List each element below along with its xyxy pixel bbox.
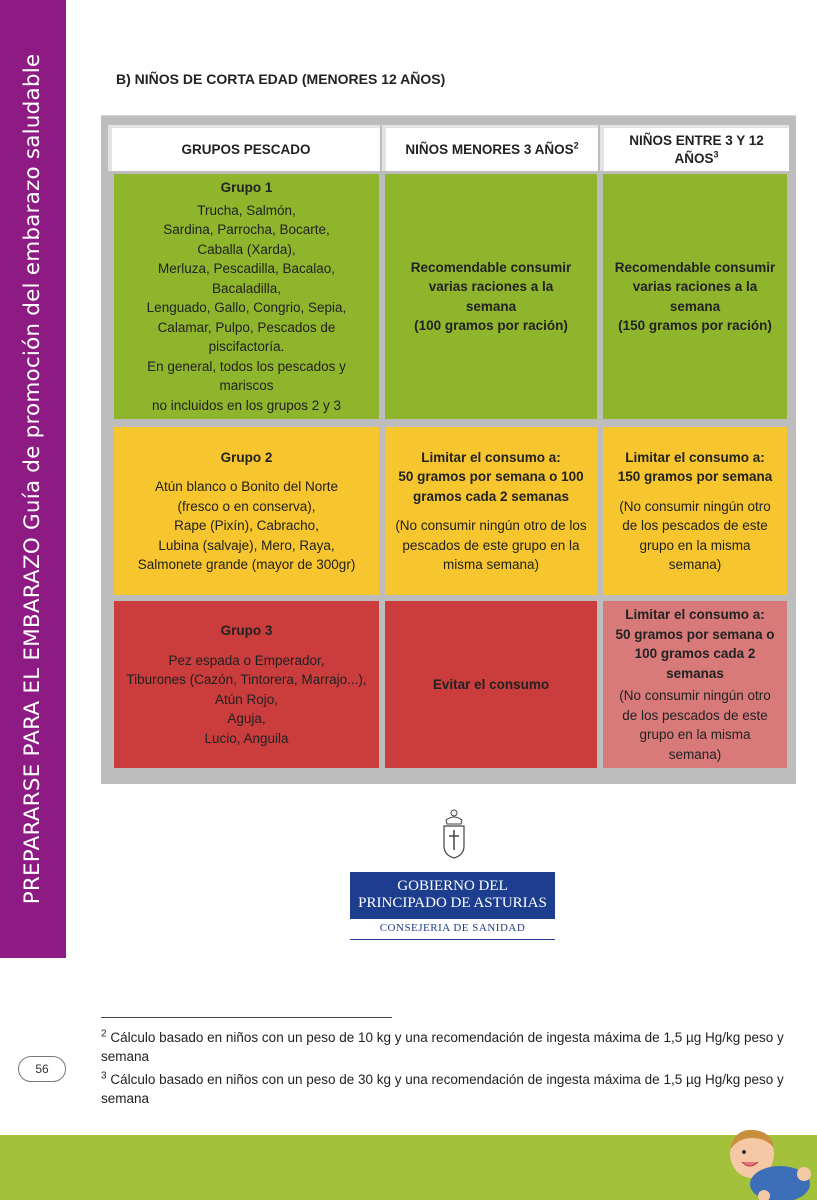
group-2-line: Lubina (salvaje), Mero, Raya,: [158, 537, 335, 553]
group-3-under-3-line: Evitar el consumo: [432, 676, 550, 692]
group-2-line: (fresco o en conserva),: [177, 498, 316, 514]
group-3-3-to-12-note: de los pescados de este: [622, 707, 768, 723]
group-1-under-3-line: semana: [465, 298, 517, 314]
header-under-3-text: NIÑOS MENORES 3 AÑOS: [405, 141, 574, 157]
group-1-line: Lenguado, Gallo, Congrio, Sepia,: [146, 300, 347, 315]
group-3-3-to-12-note: semana): [668, 746, 722, 762]
group-3-line: Tiburones (Cazón, Tintorera, Marrajo...),: [126, 672, 367, 687]
group-2-under-3-note: (No consumir ningún otro de los: [395, 518, 587, 533]
group-1-under-3-line: Recomendable consumir: [410, 259, 572, 275]
group-2-3-to-12-cell: [603, 427, 787, 595]
group-3-3-to-12-line: Limitar el consumo a:: [625, 607, 765, 622]
group-1-under-3-line: varias raciones a la: [428, 279, 554, 294]
group-3-3-to-12-cell: [603, 601, 787, 768]
group-1-under-3-line: (100 gramos por ración): [414, 318, 568, 333]
footnote-3-text-cont: semana: [101, 1091, 150, 1106]
group-1-line: En general, todos los pescados y mariscos: [147, 358, 346, 393]
group-3-line: Aguja,: [227, 711, 266, 726]
group-1-line: no incluidos en los grupos 2 y 3: [151, 397, 342, 413]
section-title: B) NIÑOS DE CORTA EDAD (MENORES 12 AÑOS): [116, 71, 446, 87]
footnote-2-ref: 2: [101, 1028, 107, 1040]
logo-divider: [350, 939, 555, 940]
group-2-under-3-line: gramos cada 2 semanas: [412, 488, 570, 504]
header-3-to-12: [600, 125, 789, 171]
logo-subtitle: CONSEJERIA DE SANIDAD: [379, 922, 526, 934]
group-3-3-to-12-line: 100 gramos cada 2: [634, 646, 756, 661]
group-3-under-3-cell: [385, 601, 597, 768]
footnote-3-ref: 3: [101, 1070, 107, 1082]
group-2-3-to-12-line: Limitar el consumo a:: [625, 449, 765, 465]
footnote-ref-3: 3: [713, 149, 719, 159]
group-1-3-to-12-cell: [603, 174, 787, 419]
footnote-3-text: Cálculo basado en niños con un peso de 30 kg y una recomendación de ingesta máxima de 1,5 µg Hg/kg peso y: [110, 1072, 784, 1087]
logo-line-1: GOBIERNO DEL: [397, 878, 508, 894]
coat-of-arms-icon: [441, 808, 467, 860]
header-groups-label: GRUPOS PESCADO: [181, 141, 311, 157]
group-2-line: Rape (Pixín), Cabracho,: [174, 518, 319, 533]
group-3-title: Grupo 3: [220, 623, 273, 638]
group-1-title: Grupo 1: [220, 180, 273, 195]
sidebar-title: PREPARARSE PARA EL EMBARAZO Guía de promoción del embarazo saludable: [20, 53, 45, 905]
group-2-under-3-line: Limitar el consumo a:: [421, 449, 561, 465]
group-1-line: Merluza, Pescadilla, Bacalao, Bacaladilla,: [157, 261, 336, 296]
group-3-line: Pez espada o Emperador,: [168, 652, 325, 668]
group-2-3-to-12-note: (No consumir ningún otro: [619, 498, 771, 514]
group-1-3-to-12-line: varias raciones a la: [632, 279, 758, 294]
group-3-line: Lucio, Anguila: [204, 730, 289, 746]
group-1-line: Trucha, Salmón,: [197, 202, 296, 218]
header-under-3: [382, 125, 598, 171]
group-2-under-3-note: pescados de este grupo en la: [402, 537, 580, 553]
group-1-line: Caballa (Xarda),: [197, 241, 296, 257]
footnote-2-text-cont: semana: [101, 1049, 150, 1064]
bottom-band: [0, 1135, 817, 1200]
group-2-3-to-12-note: semana): [668, 557, 722, 572]
group-3-3-to-12-note: grupo en la misma: [639, 727, 751, 742]
group-2-cell: [114, 427, 379, 595]
group-2-under-3-cell: [385, 427, 597, 595]
group-2-3-to-12-note: grupo en la misma: [639, 537, 751, 553]
header-3-to-12-text: AÑOS: [674, 150, 714, 166]
group-3-cell: [114, 601, 379, 768]
group-3-3-to-12-line: semanas: [666, 665, 724, 681]
group-2-line: Salmonete grande (mayor de 300gr): [137, 557, 356, 572]
group-2-under-3-line: 50 gramos por semana o 100: [398, 469, 584, 484]
group-2-3-to-12-note: de los pescados de este: [622, 518, 768, 533]
footnote-rule: [101, 1017, 392, 1018]
fish-table: [101, 115, 796, 784]
group-2-line: Atún blanco o Bonito del Norte: [154, 479, 339, 494]
group-1-3-to-12-line: semana: [669, 298, 721, 314]
group-2-title: Grupo 2: [220, 449, 273, 465]
group-1-under-3-cell: [385, 174, 597, 419]
group-1-line: Calamar, Pulpo, Pescados de piscifactoría.: [157, 319, 336, 354]
group-3-3-to-12-line: 50 gramos por semana o: [615, 626, 775, 642]
government-logo: [350, 808, 555, 948]
header-3-to-12-line1: NIÑOS ENTRE 3 Y 12: [629, 132, 764, 148]
footnote-2: [101, 1028, 791, 1066]
group-1-cell: [114, 174, 379, 419]
header-groups: [108, 125, 380, 171]
baby-illustration-icon: [720, 1122, 817, 1200]
group-3-line: Atún Rojo,: [214, 691, 279, 707]
footnote-3: [101, 1070, 791, 1108]
group-3-3-to-12-note: (No consumir ningún otro: [619, 688, 771, 703]
group-2-under-3-note: misma semana): [442, 557, 540, 572]
logo-line-2: PRINCIPADO DE ASTURIAS: [358, 895, 547, 911]
footnote-2-text: Cálculo basado en niños con un peso de 10 kg y una recomendación de ingesta máxima de 1,5 µg Hg/kg peso y: [110, 1030, 784, 1045]
group-2-3-to-12-line: 150 gramos por semana: [617, 469, 773, 484]
footnote-ref-2: 2: [573, 140, 579, 151]
logo-box: [350, 872, 555, 919]
group-1-3-to-12-line: (150 gramos por ración): [618, 318, 772, 333]
header-under-3-label: [405, 140, 578, 160]
page-number: 56: [18, 1056, 66, 1082]
group-1-line: Sardina, Parrocha, Bocarte,: [163, 222, 330, 237]
header-3-to-12-line2: [674, 150, 718, 168]
sidebar-band: [0, 0, 66, 958]
group-1-3-to-12-line: Recomendable consumir: [614, 259, 776, 275]
